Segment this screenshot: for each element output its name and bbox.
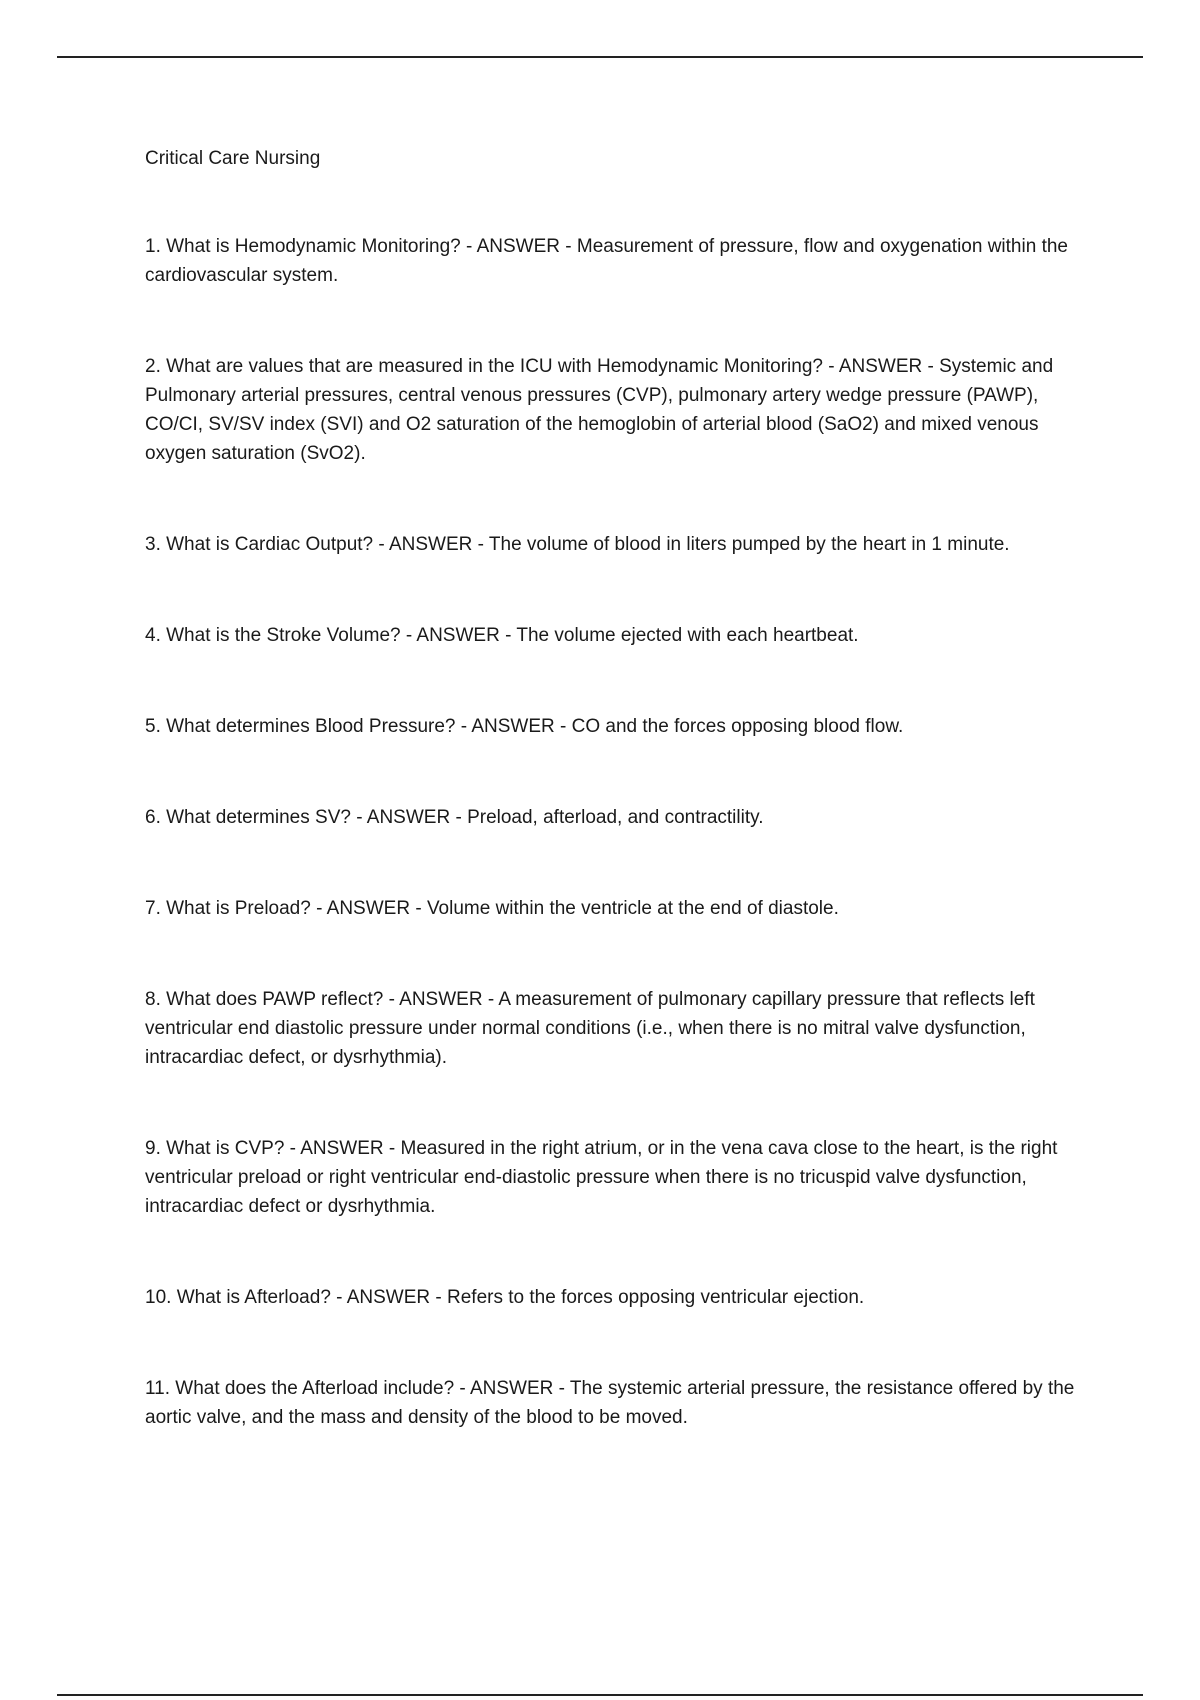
qa-item: [145, 352, 1080, 468]
qa-item: [145, 1134, 1080, 1221]
qa-item: [145, 1283, 1080, 1312]
document-title: Critical Care Nursing: [145, 148, 321, 169]
answer-text: The volume ejected with each heartbeat.: [516, 625, 859, 646]
answer-text: CO and the forces opposing blood flow.: [571, 716, 904, 737]
header-rule: [57, 56, 1143, 58]
question-text: 6. What determines SV?: [145, 807, 351, 828]
answer-text: Systemic and Pulmonary arterial pressures, central venous pressures (CVP), pulmonary artery wedge pressure (PAWP), CO/CI, SV/SV index (SVI) and O2 saturation of the hemoglobin of arterial blood (SaO2) and mixed venous oxygen saturation (SvO2).: [145, 356, 1054, 464]
answer-separator: - ANSWER -: [454, 1378, 570, 1399]
qa-list: [145, 232, 1080, 1432]
answer-separator: - ANSWER -: [455, 716, 572, 737]
answer-separator: - ANSWER -: [330, 1287, 448, 1308]
question-text: 8. What does PAWP reflect?: [145, 989, 384, 1010]
question-text: 4. What is the Stroke Volume?: [145, 625, 401, 646]
answer-text: A measurement of pulmonary capillary pressure that reflects left ventricular end diastolic pressure under normal conditions (i.e., when there is no mitral valve dysfunction, intracardiac defect, or dysrhythmia).: [145, 989, 1035, 1068]
answer-text: Volume within the ventricle at the end of diastole.: [426, 898, 839, 919]
answer-separator: - ANSWER -: [822, 356, 940, 377]
answer-separator: - ANSWER -: [373, 534, 489, 555]
answer-separator: - ANSWER -: [400, 625, 517, 646]
answer-separator: - ANSWER -: [350, 807, 468, 828]
answer-separator: - ANSWER -: [383, 989, 499, 1010]
question-text: 3. What is Cardiac Output?: [145, 534, 374, 555]
qa-item: [145, 1374, 1080, 1432]
qa-item: [145, 530, 1080, 559]
answer-text: Measurement of pressure, flow and oxygenation within the cardiovascular system.: [145, 236, 1068, 286]
answer-separator: - ANSWER -: [460, 236, 577, 257]
footer-rule: [57, 1694, 1143, 1696]
document-body: [145, 147, 1080, 1494]
question-text: 11. What does the Afterload include?: [145, 1378, 455, 1399]
qa-item: [145, 712, 1080, 741]
qa-item: [145, 985, 1080, 1072]
answer-text: The systemic arterial pressure, the resistance offered by the aortic valve, and the mass and density of the blood to be moved.: [145, 1378, 1075, 1428]
answer-text: Refers to the forces opposing ventricular ejection.: [447, 1287, 865, 1308]
answer-separator: - ANSWER -: [284, 1138, 401, 1159]
answer-text: The volume of blood in liters pumped by the heart in 1 minute.: [488, 534, 1010, 555]
question-text: 1. What is Hemodynamic Monitoring?: [145, 236, 461, 257]
question-text: 5. What determines Blood Pressure?: [145, 716, 456, 737]
qa-item: [145, 232, 1080, 290]
qa-item: [145, 803, 1080, 832]
question-text: 10. What is Afterload?: [145, 1287, 331, 1308]
answer-text: Measured in the right atrium, or in the vena cava close to the heart, is the right ventricular preload or right ventricular end-diastolic pressure when there is no tricuspid valve dysfunction, intracardiac defect or dysrhythmia.: [145, 1138, 1058, 1217]
qa-item: [145, 621, 1080, 650]
question-text: 7. What is Preload?: [145, 898, 311, 919]
qa-item: [145, 894, 1080, 923]
question-text: 9. What is CVP?: [145, 1138, 285, 1159]
answer-separator: - ANSWER -: [310, 898, 427, 919]
question-text: 2. What are values that are measured in the ICU with Hemodynamic Monitoring?: [145, 356, 823, 377]
answer-text: Preload, afterload, and contractility.: [467, 807, 764, 828]
